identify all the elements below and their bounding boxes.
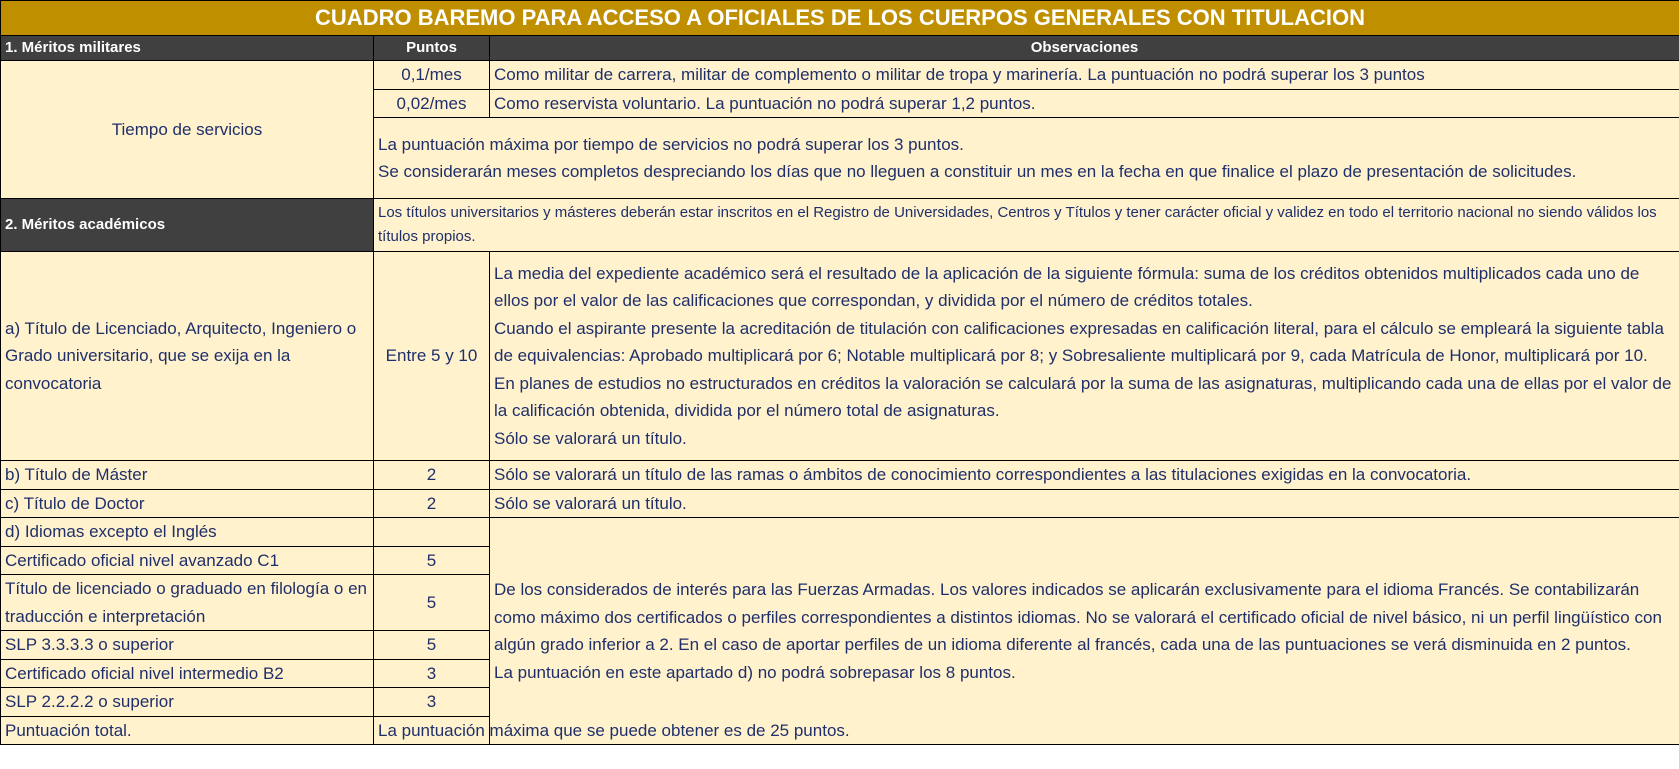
- degree-points: Entre 5 y 10: [374, 252, 490, 461]
- military-points-2: 0,02/mes: [374, 89, 490, 118]
- language-item-points: 3: [374, 659, 490, 688]
- table-title: CUADRO BAREMO PARA ACCESO A OFICIALES DE LOS CUERPOS GENERALES CON TITULACION: [1, 1, 1679, 36]
- languages-observation-2: La puntuación en este apartado d) no podrá sobrepasar los 8 puntos.: [494, 662, 1016, 682]
- doctor-observation: Sólo se valorará un título.: [490, 489, 1679, 518]
- degree-label: a) Título de Licenciado, Arquitecto, Ingeniero o Grado universitario, que se exija en la convocatoria: [1, 252, 374, 461]
- total-label: Puntuación total.: [1, 716, 374, 745]
- master-label: b) Título de Máster: [1, 461, 374, 490]
- service-time-label: Tiempo de servicios: [1, 61, 374, 199]
- languages-points-empty: [374, 518, 490, 547]
- language-item-label: Certificado oficial nivel avanzado C1: [1, 546, 374, 575]
- languages-observation-1: De los considerados de interés para las Fuerzas Armadas. Los valores indicados se aplicarán exclusivamente para el idioma Francés. Se contabilizarán como máximo dos certificados o perfiles correspondientes a distintos idiomas. No se valorará el certificado oficial de nivel básico, ni un perfil lingüístico con algún grado inferior a 2. En el caso de aportar perfiles de un idioma diferente al francés, cada una de las puntuaciones se verá disminuida en 2 puntos.: [494, 580, 1662, 654]
- master-observation: Sólo se valorará un título de las ramas o ámbitos de conocimiento correspondientes a las titulaciones exigidas en la convocatoria.: [490, 461, 1679, 490]
- degree-observation-3: En planes de estudios no estructurados en créditos la valoración se calculará por la suma de las asignaturas, multiplicando cada una de ellas por el valor de la calificación obtenida, dividida por el número total de asignaturas.: [494, 373, 1672, 421]
- total-note: La puntuación máxima que se puede obtener es de 25 puntos.: [374, 716, 1679, 745]
- section1-header: 1. Méritos militares: [1, 36, 374, 61]
- language-item-label: Certificado oficial nivel intermedio B2: [1, 659, 374, 688]
- points-header: Puntos: [374, 36, 490, 61]
- academic-header-note: Los títulos universitarios y másteres deberán estar inscritos en el Registro de Universidades, Centros y Títulos y tener carácter oficial y validez en todo el territorio nacional no siendo válidos los títulos propios.: [374, 199, 1679, 252]
- observations-header: Observaciones: [490, 36, 1679, 61]
- military-notes: [374, 118, 1679, 199]
- section2-header: 2. Méritos académicos: [1, 199, 374, 252]
- language-item-label: SLP 2.2.2.2 o superior: [1, 688, 374, 717]
- master-points: 2: [374, 461, 490, 490]
- military-note-1: La puntuación máxima por tiempo de servicios no podrá superar los 3 puntos.: [378, 134, 964, 154]
- degree-observations: [490, 252, 1679, 461]
- language-item-points: 3: [374, 688, 490, 717]
- degree-observation-4: Sólo se valorará un título.: [494, 428, 687, 448]
- military-observation-2: Como reservista voluntario. La puntuación no podrá superar 1,2 puntos.: [490, 89, 1679, 118]
- language-item-points: 5: [374, 631, 490, 660]
- language-item-points: 5: [374, 546, 490, 575]
- languages-observations: [490, 518, 1679, 745]
- language-item-label: SLP 3.3.3.3 o superior: [1, 631, 374, 660]
- doctor-label: c) Título de Doctor: [1, 489, 374, 518]
- military-points-1: 0,1/mes: [374, 61, 490, 90]
- military-observation-1: Como militar de carrera, militar de complemento o militar de tropa y marinería. La puntuación no podrá superar los 3 puntos: [490, 61, 1679, 90]
- language-item-label: Título de licenciado o graduado en filología o en traducción e interpretación: [1, 575, 374, 631]
- languages-label: d) Idiomas excepto el Inglés: [1, 518, 374, 547]
- language-item-points: 5: [374, 575, 490, 631]
- military-note-2: Se considerarán meses completos despreciando los días que no lleguen a constituir un mes en la fecha en que finalice el plazo de presentación de solicitudes.: [378, 162, 1577, 181]
- degree-observation-1: La media del expediente académico será el resultado de la aplicación de la siguiente fórmula: suma de los créditos obtenidos multiplicados cada uno de ellos por el valor de las calificaciones que correspondan, y dividida por el número de créditos totales.: [494, 263, 1640, 311]
- degree-observation-2: Cuando el aspirante presente la acreditación de titulación con calificaciones expresadas en calificación literal, para el cálculo se empleará la siguiente tabla de equivalencias: Aprobado multiplicará por 6; Notable multiplicará por 8; y Sobresaliente multiplicará por 9, cada Matrícula de Honor, multiplicará por 10.: [494, 318, 1664, 366]
- doctor-points: 2: [374, 489, 490, 518]
